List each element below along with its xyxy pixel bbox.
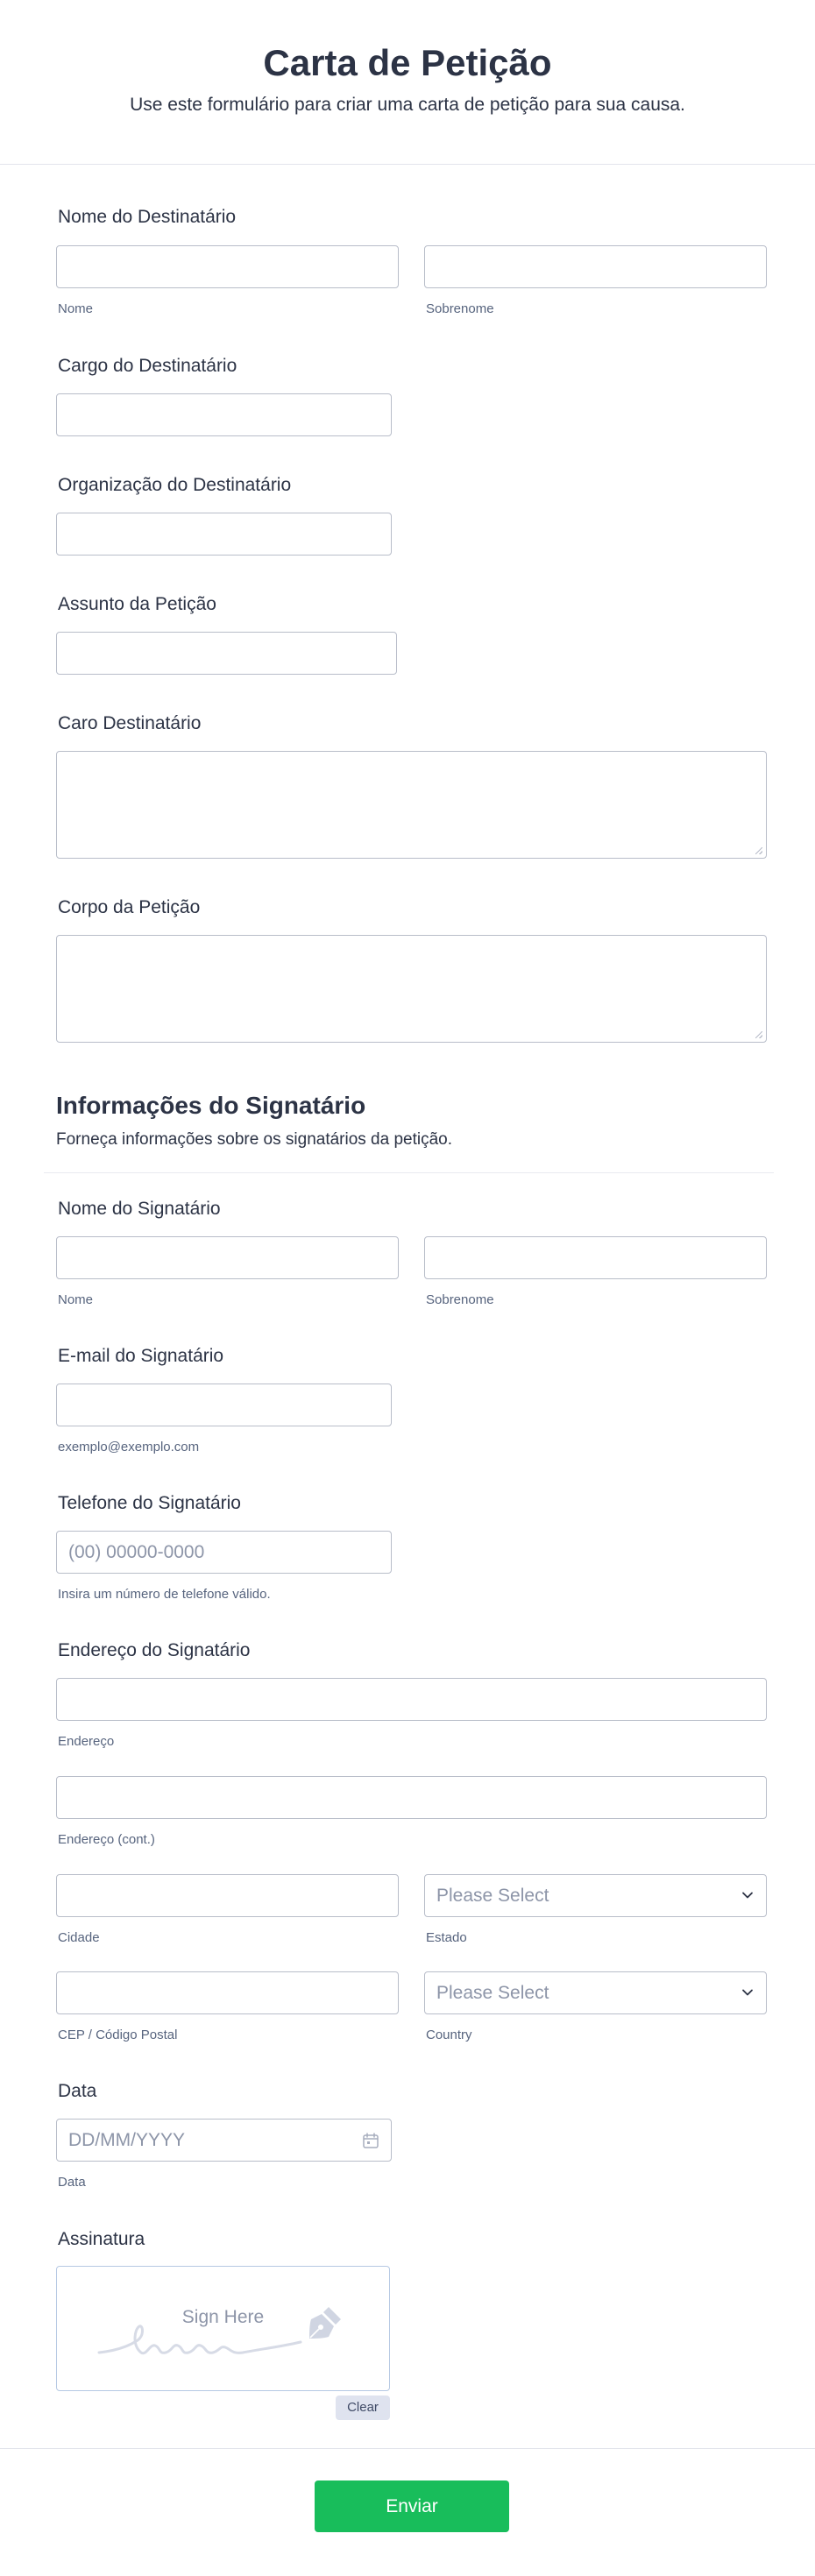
recipient-first-name-input[interactable] — [56, 245, 399, 288]
city-sublabel: Cidade — [58, 1930, 100, 1945]
signer-first-name-sublabel: Nome — [58, 1292, 94, 1307]
street-address-2-sublabel: Endereço (cont.) — [58, 1832, 155, 1847]
recipient-title-label: Cargo do Destinatário — [58, 356, 237, 376]
signer-phone-label: Telefone do Signatário — [58, 1493, 241, 1513]
recipient-name-label: Nome do Destinatário — [58, 207, 237, 227]
recipient-title-input[interactable] — [56, 393, 392, 436]
signer-email-label: E-mail do Signatário — [58, 1346, 224, 1366]
signature-pad-placeholder: Sign Here — [181, 2307, 265, 2327]
state-sublabel: Estado — [426, 1930, 467, 1945]
date-sublabel: Data — [58, 2175, 86, 2190]
signer-phone-input[interactable] — [56, 1531, 392, 1574]
recipient-first-name-sublabel: Nome — [58, 301, 94, 316]
resize-handle-icon[interactable] — [755, 1031, 762, 1038]
signer-section-description: Forneça informações sobre os signatários da petição. — [56, 1130, 453, 1149]
clear-signature-button[interactable]: Clear — [336, 2396, 390, 2420]
country-sublabel: Country — [426, 2028, 472, 2042]
state-select[interactable] — [424, 1874, 767, 1917]
zip-sublabel: CEP / Código Postal — [58, 2028, 178, 2042]
date-input[interactable] — [56, 2119, 392, 2162]
recipient-last-name-input[interactable] — [424, 245, 767, 288]
country-select-placeholder: Please Select — [436, 1983, 549, 2003]
form-subtitle: Use este formulário para criar uma carta de petição para sua causa. — [130, 95, 685, 115]
signer-name-label: Nome do Signatário — [58, 1199, 221, 1219]
signer-first-name-input[interactable] — [56, 1236, 399, 1279]
signature-pad[interactable] — [56, 2266, 390, 2391]
zip-input[interactable] — [56, 1971, 399, 2014]
form-header — [0, 0, 815, 165]
state-select-placeholder: Please Select — [436, 1886, 549, 1906]
signer-last-name-input[interactable] — [424, 1236, 767, 1279]
date-placeholder: DD/MM/YYYY — [68, 2130, 186, 2150]
petition-subject-label: Assunto da Petição — [58, 594, 216, 614]
recipient-org-input[interactable] — [56, 513, 392, 556]
submit-button[interactable]: Enviar — [315, 2480, 509, 2532]
signer-section-title: Informações do Signatário — [56, 1092, 366, 1119]
section-divider — [44, 1172, 774, 1173]
dear-recipient-label: Caro Destinatário — [58, 713, 202, 733]
signer-last-name-sublabel: Sobrenome — [426, 1292, 494, 1307]
city-input[interactable] — [56, 1874, 399, 1917]
petition-subject-input[interactable] — [56, 632, 397, 675]
country-select[interactable] — [424, 1971, 767, 2014]
date-label: Data — [58, 2081, 97, 2101]
signature-label: Assinatura — [58, 2229, 145, 2249]
form-footer — [0, 2448, 815, 2576]
street-address-2-input[interactable] — [56, 1776, 767, 1819]
signer-address-label: Endereço do Signatário — [58, 1640, 251, 1660]
calendar-icon[interactable] — [361, 2131, 380, 2150]
pen-nib-icon — [304, 2304, 344, 2344]
recipient-last-name-sublabel: Sobrenome — [426, 301, 494, 316]
signer-phone-placeholder: (00) 00000-0000 — [68, 1542, 205, 1562]
chevron-down-icon — [741, 1889, 754, 1901]
resize-handle-icon[interactable] — [755, 847, 762, 854]
street-address-sublabel: Endereço — [58, 1734, 115, 1749]
petition-body-textarea[interactable] — [56, 935, 767, 1043]
street-address-input[interactable] — [56, 1678, 767, 1721]
dear-recipient-textarea[interactable] — [56, 751, 767, 859]
signer-phone-sublabel: Insira um número de telefone válido. — [58, 1587, 271, 1602]
petition-body-label: Corpo da Petição — [58, 897, 201, 917]
signer-email-input[interactable] — [56, 1384, 392, 1426]
form-title: Carta de Petição — [263, 42, 552, 83]
signer-email-sublabel: exemplo@exemplo.com — [58, 1440, 200, 1454]
recipient-org-label: Organização do Destinatário — [58, 475, 292, 495]
chevron-down-icon — [741, 1986, 754, 1999]
